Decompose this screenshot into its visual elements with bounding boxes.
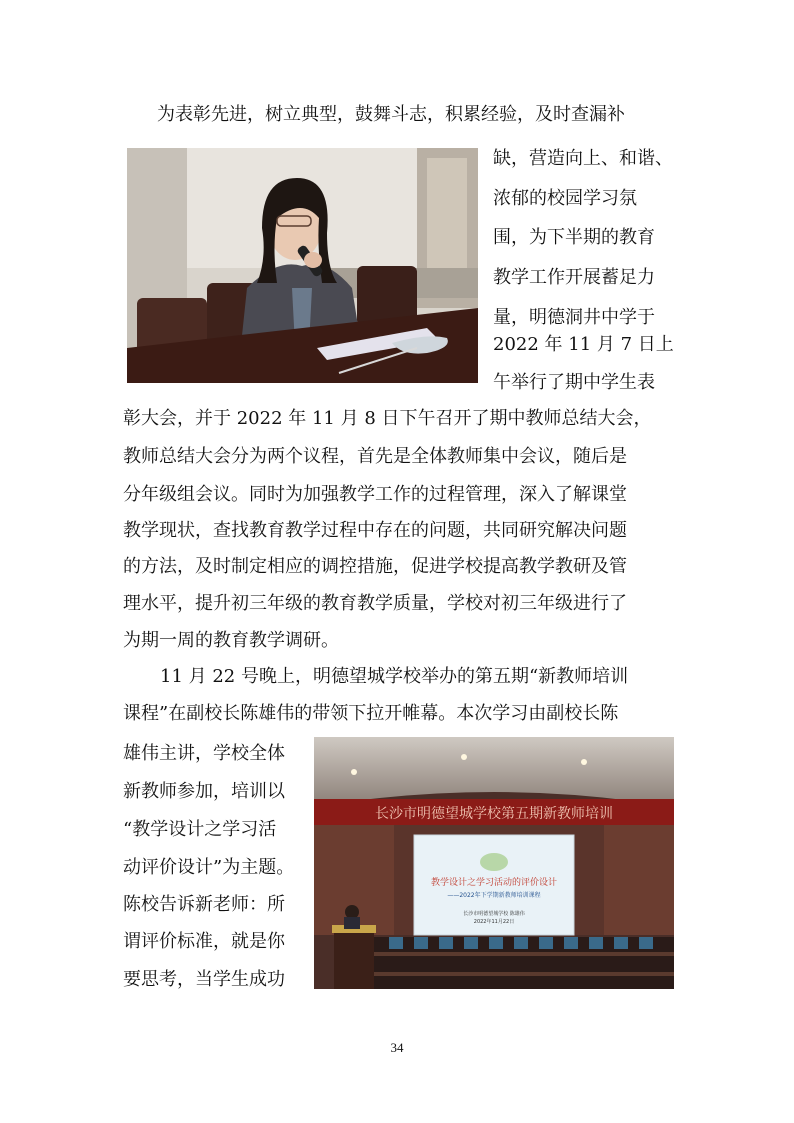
p1-line-4: 围，为下半期的教育 bbox=[493, 227, 655, 248]
p2-line-8: 谓评价标准，就是你 bbox=[123, 931, 285, 952]
p2-line-6: 动评价设计”为主题。 bbox=[123, 857, 295, 878]
screen-date: 2022年11月22日 bbox=[473, 919, 515, 925]
photo-training-lecture-hall bbox=[314, 737, 674, 989]
p2-line-5: “教学设计之学习活 bbox=[123, 819, 277, 840]
banner-text: 长沙市明德望城学校第五期新教师培训 bbox=[375, 806, 613, 822]
p1-line-8: 午举行了期中学生表 bbox=[493, 372, 655, 393]
p1-line-14: 理水平，提升初三年级的教育教学质量，学校对初三年级进行了 bbox=[123, 593, 627, 614]
p2-line-2: 课程”在副校长陈雄伟的带领下拉开帷幕。本次学习由副校长陈 bbox=[123, 703, 619, 724]
photo-speaker-with-microphone bbox=[127, 148, 478, 383]
screen-subtitle: ——2022年下学期新教师培训课程 bbox=[447, 892, 541, 899]
p1-line-12: 教学现状，查找教育教学过程中存在的问题，共同研究解决问题 bbox=[123, 520, 627, 541]
p1-line-13: 的方法，及时制定相应的调控措施，促进学校提高教学教研及管 bbox=[123, 556, 627, 577]
p1-line-10: 教师总结大会分为两个议程，首先是全体教师集中会议，随后是 bbox=[123, 446, 627, 467]
p2-line-4: 新教师参加，培训以 bbox=[123, 781, 285, 802]
p1-line-5: 教学工作开展蓄足力 bbox=[493, 267, 655, 288]
p1-line-3: 浓郁的校园学习氛 bbox=[493, 188, 637, 209]
p1-line-7: 2022 年 11 月 7 日上 bbox=[493, 334, 674, 355]
p2-line-1: 11 月 22 号晚上，明德望城学校举办的第五期“新教师培训 bbox=[160, 666, 629, 687]
p1-line-2: 缺，营造向上、和谐、 bbox=[493, 148, 673, 169]
p1-line-15: 为期一周的教育教学调研。 bbox=[123, 630, 339, 651]
page-number: 34 bbox=[390, 1040, 404, 1055]
p1-line-9: 彰大会，并于 2022 年 11 月 8 日下午召开了期中教师总结大会， bbox=[123, 408, 652, 429]
screen-title: 教学设计之学习活动的评价设计 bbox=[430, 878, 558, 888]
p2-line-7: 陈校告诉新老师：所 bbox=[123, 894, 285, 915]
p1-line-6: 量，明德洞井中学于 bbox=[493, 307, 655, 328]
p2-line-3: 雄伟主讲，学校全体 bbox=[123, 743, 285, 764]
screen-org: 长沙市明德望城学校 陈雄伟 bbox=[463, 911, 525, 917]
p1-line-1: 为表彰先进，树立典型，鼓舞斗志，积累经验，及时查漏补 bbox=[157, 104, 625, 125]
p1-line-11: 分年级组会议。同时为加强教学工作的过程管理，深入了解课堂 bbox=[123, 484, 627, 505]
p2-line-9: 要思考，当学生成功 bbox=[123, 969, 285, 990]
